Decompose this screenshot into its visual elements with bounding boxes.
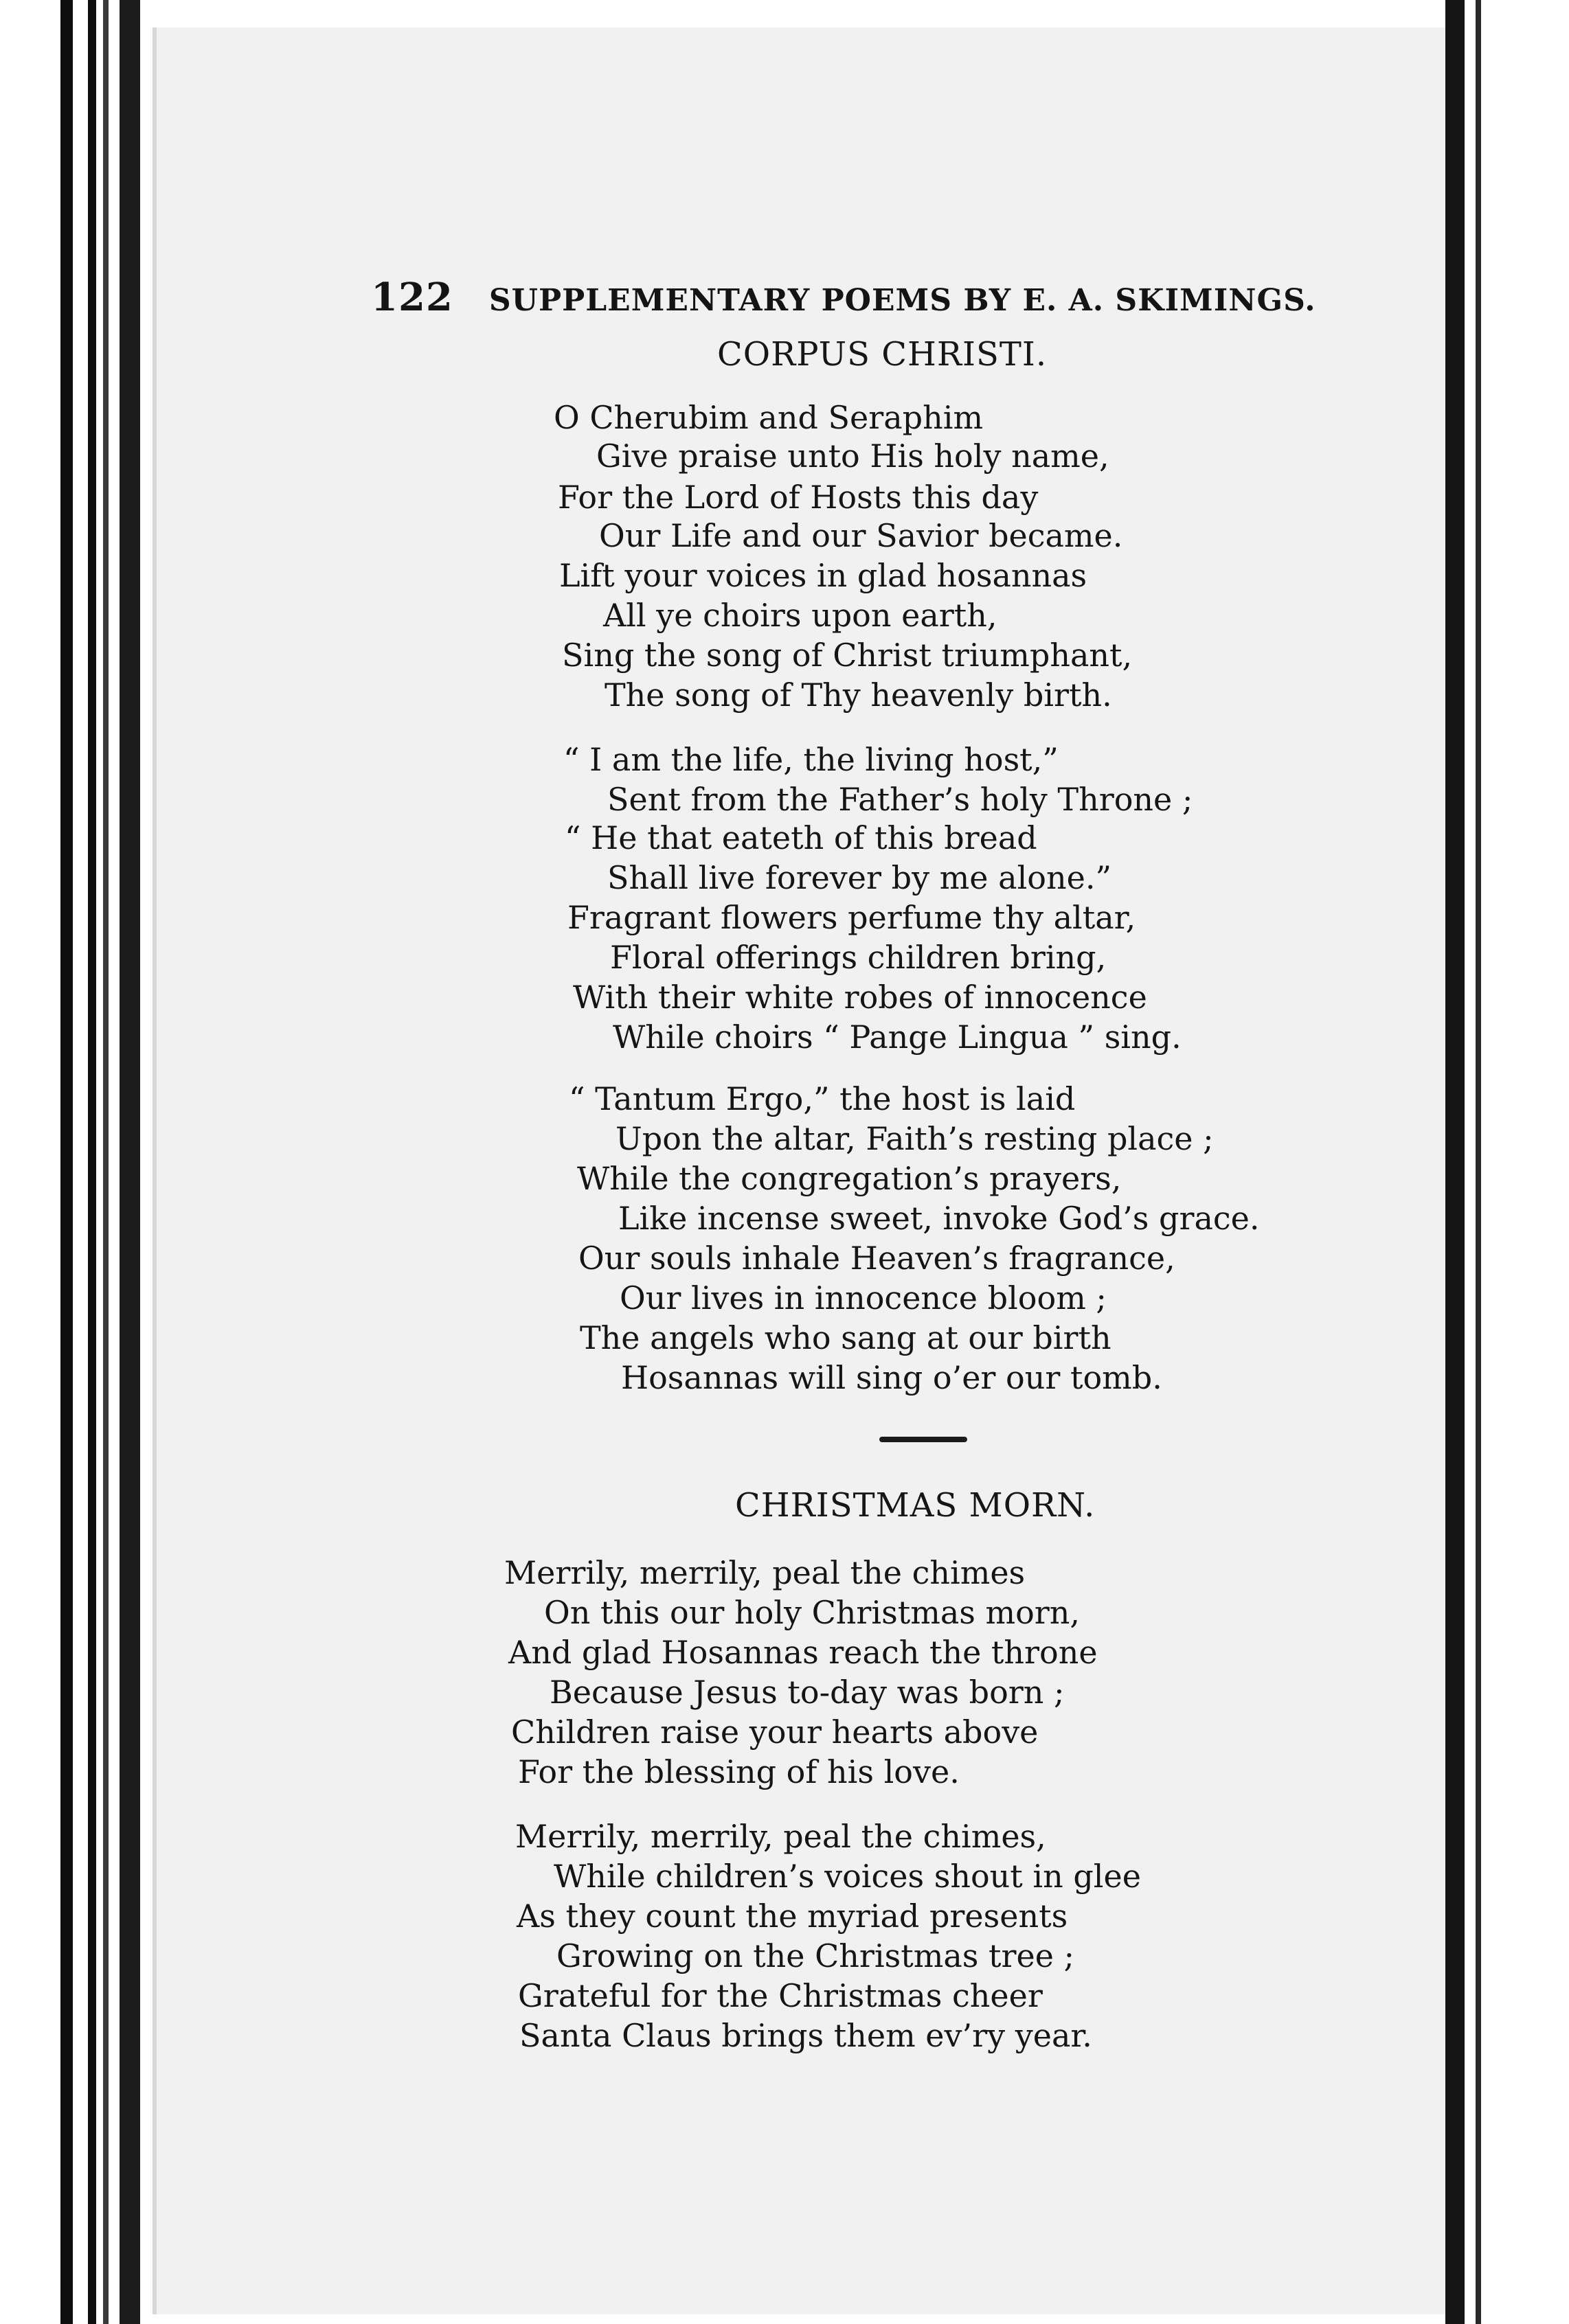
poem-line: Grateful for the Christmas cheer [518, 1977, 1043, 2014]
poem-line: While choirs “ Pange Lingua ” sing. [613, 1018, 1182, 1056]
book-binding-edge [120, 0, 140, 2324]
book-binding-edge [88, 0, 96, 2324]
poem-line: For the blessing of his love. [518, 1753, 960, 1790]
poem-line: Hosannas will sing o’er our tomb. [621, 1359, 1162, 1396]
running-header [371, 275, 1353, 320]
poem-line: Our souls inhale Heaven’s fragrance, [578, 1240, 1175, 1277]
poem-line: The angels who sang at our birth [580, 1319, 1111, 1356]
poem-line: Lift your voices in glad hosannas [559, 557, 1087, 594]
page-number: 122 [371, 275, 453, 320]
poem-line: The song of Thy heavenly birth. [605, 676, 1112, 714]
poem-line: While children’s voices shout in glee [554, 1858, 1141, 1895]
poem-line: And glad Hosannas reach the throne [508, 1634, 1098, 1671]
poem-line: Floral offerings children bring, [610, 939, 1107, 976]
poem-line: Our Life and our Savior became. [599, 517, 1123, 554]
poem-line: On this our holy Christmas morn, [544, 1594, 1081, 1631]
poem-line: Our lives in innocence bloom ; [620, 1279, 1107, 1317]
poem-line: Merrily, merrily, peal the chimes [504, 1554, 1026, 1591]
book-binding-edge [103, 0, 109, 2324]
poem-line: Sent from the Father’s holy Throne ; [607, 781, 1193, 818]
book-binding-edge [60, 0, 73, 2324]
poem-line: Growing on the Christmas tree ; [556, 1937, 1075, 1974]
poem-line: As they count the myriad presents [517, 1898, 1068, 1935]
poem-line: Merrily, merrily, peal the chimes, [515, 1818, 1046, 1855]
poem-line: Like incense sweet, invoke God’s grace. [618, 1200, 1260, 1237]
poem-line: Shall live forever by me alone.” [607, 859, 1111, 896]
poem-line: Give praise unto His holy name, [596, 437, 1109, 475]
poem-line: Sing the song of Christ triumphant, [562, 637, 1133, 674]
poem-line: “ I am the life, the living host,” [563, 741, 1059, 778]
poem-title: CHRISTMAS MORN. [735, 1486, 1096, 1525]
poem-line: With their white robes of innocence [573, 979, 1147, 1016]
page-gutter [1476, 0, 1481, 2324]
poem-line: All ye choirs upon earth, [603, 597, 997, 634]
poem-line: Children raise your hearts above [511, 1713, 1039, 1751]
running-title: SUPPLEMENTARY POEMS BY E. A. SKIMINGS. [488, 283, 1316, 318]
poem-line: While the congregation’s prayers, [577, 1160, 1122, 1197]
poem-line: Santa Claus brings them ev’ry year. [519, 2017, 1092, 2054]
poem-line: “ He that eateth of this bread [565, 819, 1037, 856]
poem-line: O Cherubim and Seraphim [554, 399, 984, 436]
poem-title: CORPUS CHRISTI. [717, 335, 1048, 374]
poem-line: For the Lord of Hosts this day [558, 479, 1039, 516]
poem-line: Upon the altar, Faith’s resting place ; [616, 1120, 1214, 1157]
section-divider [879, 1437, 967, 1442]
poem-line: Fragrant flowers perfume thy altar, [567, 899, 1136, 936]
poem-line: Because Jesus to-day was born ; [550, 1674, 1065, 1711]
page-gutter [1445, 0, 1465, 2324]
poem-line: “ Tantum Ergo,” the host is laid [569, 1080, 1076, 1117]
